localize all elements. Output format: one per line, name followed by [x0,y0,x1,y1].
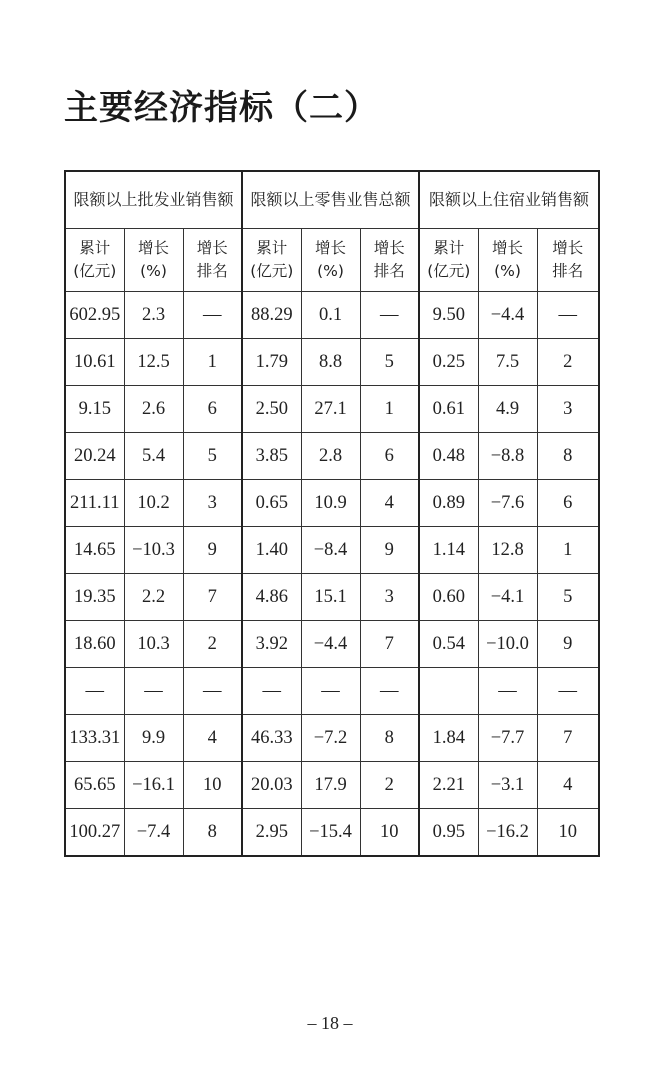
table-cell: 0.61 [419,386,478,433]
table-cell: 12.8 [478,527,537,574]
sub-header-row [65,229,599,292]
table-cell: 602.95 [65,292,124,339]
table-row [65,480,599,527]
group-header-row [65,171,599,229]
table-cell: 2.2 [124,574,183,621]
table-cell: 6 [537,480,599,527]
table-cell: 3.92 [242,621,301,668]
column-header-line: 增长 [552,239,584,257]
table-cell: −3.1 [478,762,537,809]
table-cell: 2.3 [124,292,183,339]
table-cell: −16.2 [478,809,537,857]
table-cell: 4 [183,715,242,762]
table-cell: 2 [360,762,419,809]
table-cell: 9 [537,621,599,668]
table-cell: 0.60 [419,574,478,621]
table-row [65,433,599,480]
column-header-line: (%) [494,262,521,280]
table-cell: 0.48 [419,433,478,480]
group-header: 限额以上住宿业销售额 [419,171,599,229]
table-cell: −7.7 [478,715,537,762]
column-header [65,229,124,292]
table-cell: −7.2 [301,715,360,762]
table-cell: 3 [537,386,599,433]
table-cell: −7.4 [124,809,183,857]
table-cell: 9 [360,527,419,574]
table-cell: 19.35 [65,574,124,621]
table-cell: −10.0 [478,621,537,668]
page-title: 主要经济指标（二） [64,88,379,128]
column-header-line: 增长 [373,239,405,257]
table-cell: 8.8 [301,339,360,386]
table-cell: 4.86 [242,574,301,621]
table-cell: 0.1 [301,292,360,339]
column-header [419,229,478,292]
table-row [65,292,599,339]
table-cell: 8 [360,715,419,762]
table-cell: 20.03 [242,762,301,809]
table-cell: 5 [360,339,419,386]
table-cell: — [183,668,242,715]
table-row [65,621,599,668]
table-cell: −4.4 [478,292,537,339]
table-cell: 10 [183,762,242,809]
column-header-line: 增长 [315,239,347,257]
table-cell: −10.3 [124,527,183,574]
table-row [65,809,599,857]
table-cell: 12.5 [124,339,183,386]
table-cell: 4 [360,480,419,527]
table-cell: 15.1 [301,574,360,621]
table-cell: 10.61 [65,339,124,386]
table-cell: 0.89 [419,480,478,527]
table-cell: 3.85 [242,433,301,480]
column-header-line: (亿元) [427,262,471,280]
table-cell: 2.8 [301,433,360,480]
table-cell: 8 [537,433,599,480]
table-cell [419,668,478,715]
table-cell: −8.8 [478,433,537,480]
table-cell: 6 [183,386,242,433]
column-header [537,229,599,292]
table-cell: −4.1 [478,574,537,621]
table-row [65,715,599,762]
table-cell: 20.24 [65,433,124,480]
column-header-line: 排名 [196,262,228,280]
table-cell: 7 [360,621,419,668]
column-header [360,229,419,292]
table-cell: 1.40 [242,527,301,574]
table-cell: 17.9 [301,762,360,809]
table-cell: 100.27 [65,809,124,857]
table-cell: — [360,292,419,339]
table-cell: — [537,668,599,715]
table-cell: 5 [183,433,242,480]
table-row [65,762,599,809]
table-cell: 2.6 [124,386,183,433]
column-header [242,229,301,292]
table-cell: 9.50 [419,292,478,339]
table-cell: 1 [360,386,419,433]
table-cell: 4 [537,762,599,809]
table-cell: 1 [537,527,599,574]
table-cell: −16.1 [124,762,183,809]
table-cell: — [65,668,124,715]
table-cell: 8 [183,809,242,857]
group-header: 限额以上零售业售总额 [242,171,419,229]
table-cell: 27.1 [301,386,360,433]
table-cell: — [124,668,183,715]
table-cell: 1.14 [419,527,478,574]
column-header-line: (%) [140,262,167,280]
table-cell: 7.5 [478,339,537,386]
column-header-line: (%) [317,262,344,280]
column-header-line: 增长 [196,239,228,257]
table-cell: 2 [183,621,242,668]
table-cell: 2.95 [242,809,301,857]
table-cell: — [301,668,360,715]
column-header-line: 增长 [137,239,169,257]
column-header-line: 累计 [433,239,465,257]
table-row [65,668,599,715]
table-cell: 1.84 [419,715,478,762]
table-cell: 4.9 [478,386,537,433]
table-cell: −8.4 [301,527,360,574]
table-cell: 10.3 [124,621,183,668]
table-cell: 0.25 [419,339,478,386]
table-row [65,386,599,433]
column-header [183,229,242,292]
table-cell: 133.31 [65,715,124,762]
table-cell: 2.21 [419,762,478,809]
table-cell: 1.79 [242,339,301,386]
table-cell: 10 [360,809,419,857]
table-cell: 3 [360,574,419,621]
table-cell: 14.65 [65,527,124,574]
table-row [65,574,599,621]
table-cell: 7 [537,715,599,762]
table-cell: −7.6 [478,480,537,527]
table-cell: 65.65 [65,762,124,809]
table-cell: 5.4 [124,433,183,480]
column-header [478,229,537,292]
economic-indicators-table [64,170,600,857]
table-cell: 9 [183,527,242,574]
table-cell: 0.95 [419,809,478,857]
table-cell: 46.33 [242,715,301,762]
table-cell: 2 [537,339,599,386]
table-cell: 9.9 [124,715,183,762]
table-body [65,292,599,857]
column-header-line: 排名 [552,262,584,280]
table-cell: — [183,292,242,339]
table-cell: — [537,292,599,339]
table-cell: 2.50 [242,386,301,433]
table-cell: 9.15 [65,386,124,433]
page-number: – 18 – [307,1013,353,1033]
column-header-line: 增长 [492,239,524,257]
table-cell: 211.11 [65,480,124,527]
column-header-line: (亿元) [250,262,294,280]
table-cell: — [360,668,419,715]
table-cell: 10.2 [124,480,183,527]
table-cell: — [478,668,537,715]
column-header-line: 累计 [256,239,288,257]
column-header [124,229,183,292]
column-header [301,229,360,292]
table-cell: 3 [183,480,242,527]
column-header-line: (亿元) [73,262,117,280]
table-cell: — [242,668,301,715]
table-cell: 18.60 [65,621,124,668]
table-cell: 6 [360,433,419,480]
table-cell: 10 [537,809,599,857]
column-header-line: 累计 [79,239,111,257]
table-cell: 5 [537,574,599,621]
table-row [65,339,599,386]
table-cell: 7 [183,574,242,621]
table-cell: −15.4 [301,809,360,857]
group-header: 限额以上批发业销售额 [65,171,242,229]
table-row [65,527,599,574]
column-header-line: 排名 [373,262,405,280]
table-cell: −4.4 [301,621,360,668]
table-cell: 1 [183,339,242,386]
table-cell: 0.54 [419,621,478,668]
table-cell: 0.65 [242,480,301,527]
table-cell: 88.29 [242,292,301,339]
table-cell: 10.9 [301,480,360,527]
